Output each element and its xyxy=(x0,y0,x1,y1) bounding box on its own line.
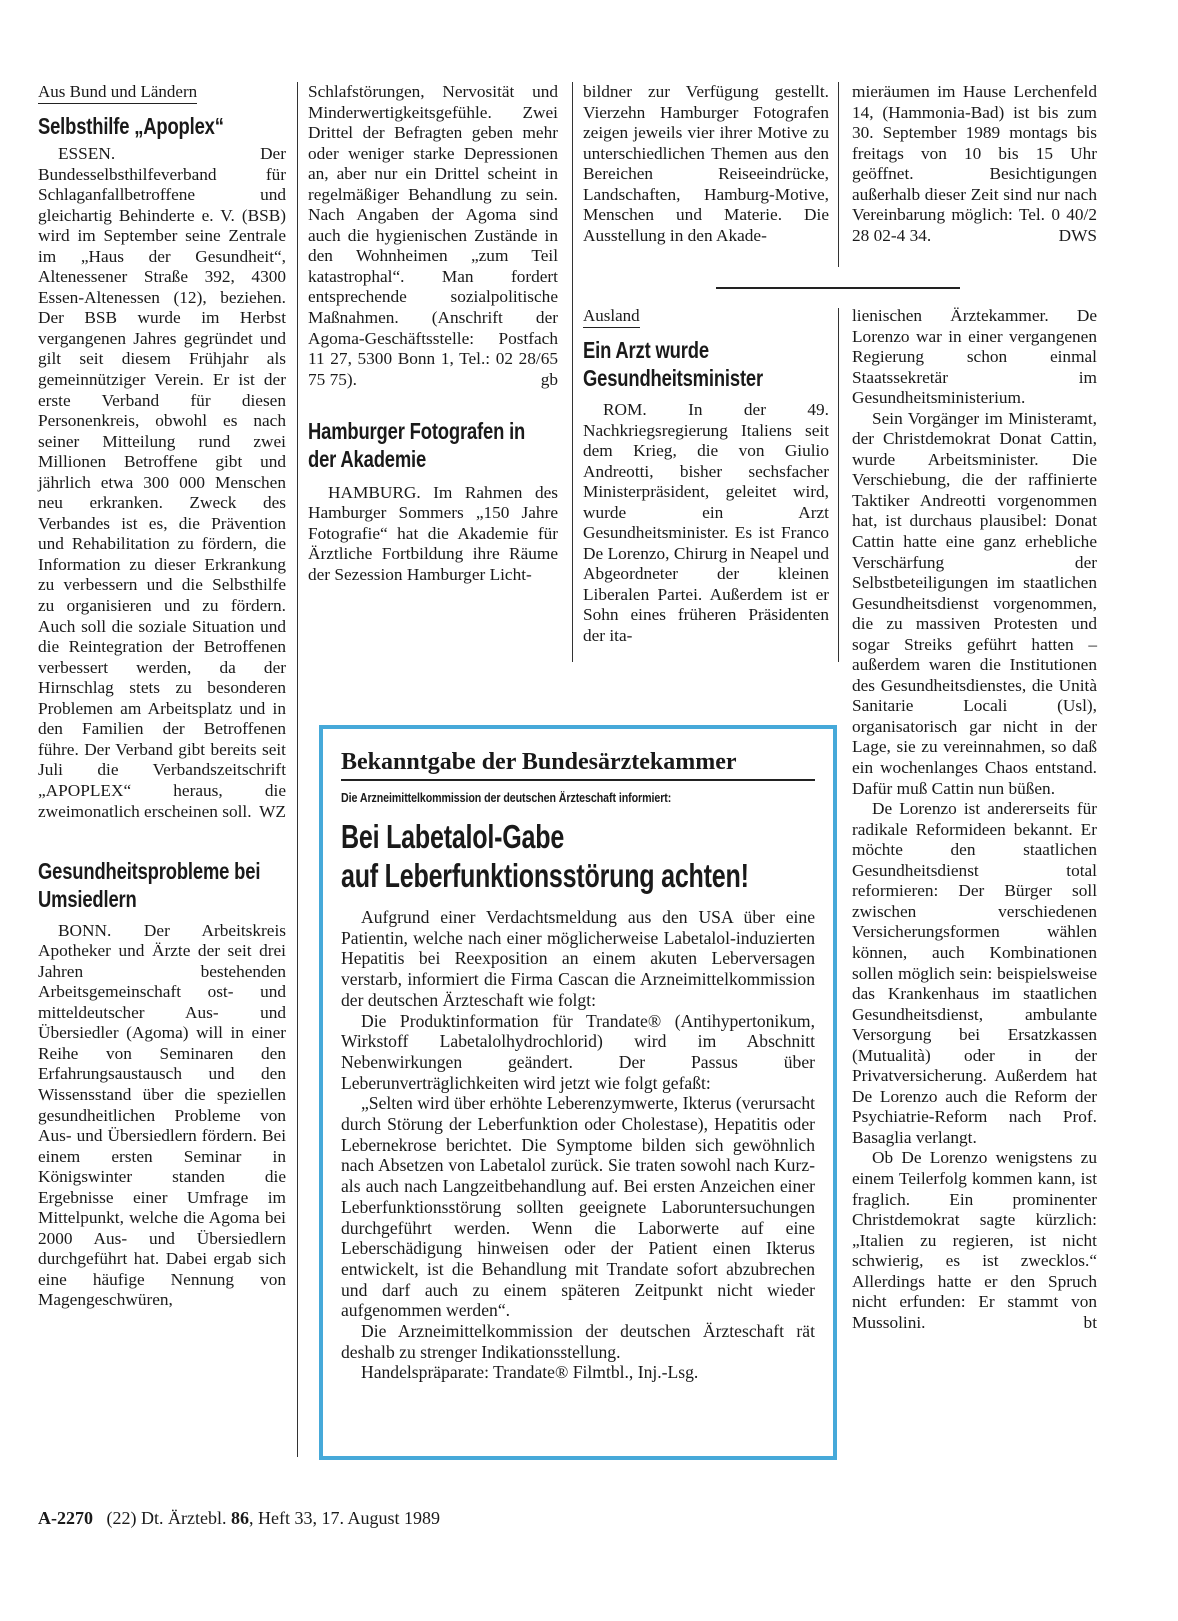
announcement-paragraph-2: Die Produktinformation für Trandate® (Antihypertonikum, Wirkstoff Labetalolhydrochlorid) wird im Abschnitt Nebenwirkungen geändert. Der Passus über Leberunverträglichkeiten wird jetzt wie folgt gefaßt: xyxy=(341,1010,815,1093)
signature-dws: DWS xyxy=(1058,226,1097,246)
announcement-headline xyxy=(341,817,817,895)
article-selbsthilfe-body: ESSEN. Der Bundesselbsthilfeverband für Schlaganfallbetroffene und gleichartig Behinderte e. V. (BSB) wird im September seine Zentrale im „Haus der Gesundheit“, Altenessener Straße 392, 4300 Essen-Altenessen (12), beziehen. Der BSB wurde im Herbst vergangenen Jahres gegründet und gilt seit diesem Frühjahr als gemeinnütziger Verein. Er ist der erste Verband für diesen Personenkreis, obwohl es nach seiner Mitteilung rund zwei Millionen Betroffene gibt und jährlich etwa 300 000 Menschen neu erkranken. Zweck des Verbandes ist es, die Prävention und Rehabilitation zu fördern, die Information zu dieser Erkrankung zu verbessern und die Selbsthilfe zu organisieren und zu fördern. Auch soll die soziale Situation und die Reintegration der Betroffenen verbessert werden, da der Hirnschlag stets zu besonderen Problemen am Arbeitsplatz und in den Familien der Betroffenen führe. Der Verband gibt bereits seit Juli die Verbandszeitschrift „APOPLEX“ heraus, die zweimonatlich erscheinen soll. xyxy=(38,144,286,821)
column-divider-1 xyxy=(297,82,298,1457)
page-number: A-2270 xyxy=(38,1508,93,1528)
column-4-ausland xyxy=(852,306,1097,1334)
announcement-title: Bekanntgabe der Bundesärztekammer xyxy=(341,747,815,781)
headline-umsiedler-text: Gesundheitsprobleme bei Umsiedlern xyxy=(38,857,261,912)
announcement-paragraph-5: Handelspräparate: Trandate® Filmtbl., Inj.-Lsg. xyxy=(361,1362,699,1383)
section-separator xyxy=(716,287,960,289)
headline-umsiedler xyxy=(38,857,286,913)
footer-volume: 86 xyxy=(230,1508,249,1528)
column-2 xyxy=(308,82,558,585)
article-arzt-minister-p3: De Lorenzo ist andererseits für radikale Reformideen bekannt. Er möchte den staatlichen Gesundheitsdienst total reformieren: Der Bürger soll zwischen verschiedenen Versicherungsformen wählen können, auch Kombinationen sollen möglich sein: beispielsweise das Krankenhaus im staatlichen Gesundheitsdienst, ambulante Versorgung bei Ersatzkassen (Mutualità) oder in der Privatversicherung. Außerdem hat De Lorenzo auch die Reform der Psychiatrie-Reform nach Prof. Basaglia verlangt. xyxy=(852,799,1097,1147)
column-3 xyxy=(583,82,829,246)
footer-issue-prefix: (22) Dt. Ärztebl. xyxy=(106,1508,227,1528)
column-3-ausland xyxy=(583,306,829,647)
column-divider-3b xyxy=(838,308,839,662)
article-arzt-minister-p4: Ob De Lorenzo wenigstens zu einem Teilerfolg kommen kann, ist fraglich. Ein prominenter Christdemokrat sagte kürzlich: „Italien zu regieren, ist nicht schwierig, es ist zwecklos.“ Allerdings hatte er den Spruch nicht erfunden: Er stammt von Mussolini. xyxy=(852,1148,1097,1332)
announcement-box xyxy=(319,725,837,1460)
article-fotografen-body: HAMBURG. Im Rahmen des Hamburger Sommers „150 Jahre Fotografie“ hat die Akademie für Ärztliche Fortbildung ihre Räume der Sezession Hamburger Licht- xyxy=(308,482,558,584)
page-footer xyxy=(38,1507,440,1529)
announcement-text xyxy=(341,907,815,1383)
announcement-paragraph-3: „Selten wird über erhöhte Leberenzymwerte, Ikterus (verursacht durch Störung der Leberfunktion oder Cholestase), Hepatitis oder Lebernekrose berichtet. Die Symptome bilden sich gewöhnlich nach Absetzen von Labetalol zurück. Sie traten sowohl nach Kurz- als auch nach Langzeitbehandlung auf. Bei ersten Anzeichen einer Leberfunktionsstörung sollten geeignete Laboruntersuchungen durchgeführt werden. Wenn die Laborwerte auf eine Leberschädigung hinweisen oder der Patient einen Ikterus entwickelt, ist die Behandlung mit Trandate sofort abzubrechen und darf auch zu einem späteren Zeitpunkt nicht wieder aufgenommen werden“. xyxy=(341,1093,815,1321)
section-rubric-foreign: Ausland xyxy=(583,306,640,328)
announcement-headline-line-1: Bei Labetalol-Gabe xyxy=(341,818,565,855)
article-fotografen-end: mieräumen im Hause Lerchenfeld 14, (Hammonia-Bad) ist bis zum 30. September 1989 montags bis freitags von 10 bis 15 Uhr geöffnet. Besichtigungen außerhalb dieser Zeit sind nur nach Vereinbarung möglich: Tel. 0 40/2 28 02-4 34. xyxy=(852,82,1097,245)
announcement-headline-line-2: auf Leberfunktionsstörung achten! xyxy=(341,857,749,894)
article-arzt-minister-body: ROM. In der 49. Nachkriegsregierung Italiens seit dem Krieg, die von Giulio Andreotti, bisher sechsfacher Ministerpräsident, geleitet wird, wurde ein Arzt Gesundheitsminister. Es ist Franco De Lorenzo, Chirurg in Neapel und Abgeordneter der kleinen Liberalen Partei. Außerdem ist er Sohn eines früheren Präsidenten der ita- xyxy=(583,400,829,646)
section-rubric-domestic: Aus Bund und Ländern xyxy=(38,82,197,104)
article-umsiedler-body: BONN. Der Arbeitskreis Apotheker und Ärzte der seit drei Jahren bestehenden Arbeitsgemeinschaft ost- und mitteldeutscher Aus- und Übersiedler (Agoma) will in einer Reihe von Seminaren den Erfahrungsaustausch und den Wissensstand über die speziellen gesundheitlichen Probleme von Aus- und Übersiedlern fördern. Bei einem ersten Seminar in Königswinter standen die Ergebnisse einer Umfrage im Mittelpunkt, welche die Agoma bei 2000 Aus- und Übersiedlern durchgeführt hat. Dabei ergab sich eine häufige Nennung von Magengeschwüren, xyxy=(38,920,286,1310)
announcement-paragraph-4: Die Arzneimittelkommission der deutschen Ärzteschaft rät deshalb zu strenger Indikationsstellung. xyxy=(341,1321,815,1362)
announcement-paragraph-1: Aufgrund einer Verdachtsmeldung aus den USA über eine Patientin, welche nach einer möglicherweise Labetalol-induzierten Hepatitis bei Reexposition an einem akuten Leberversagen verstarb, informiert die Firma Cascan die Arzneimittelkommission der deutschen Ärzteschaft wie folgt: xyxy=(341,907,815,1010)
column-4 xyxy=(852,82,1097,247)
column-divider-3 xyxy=(838,82,839,267)
headline-fotografen: Hamburger Fotografen in der Akademie xyxy=(308,417,526,472)
headline-selbsthilfe: Selbsthilfe „Apoplex“ xyxy=(38,113,224,139)
signature-wz: WZ xyxy=(259,802,286,822)
column-divider-2 xyxy=(572,82,573,662)
column-1 xyxy=(38,82,286,1311)
signature-bt: bt xyxy=(1083,1313,1097,1333)
article-fotografen-continued: bildner zur Verfügung gestellt. Vierzehn Hamburger Fotografen zeigen jeweils vier ihrer Motive zu unterschiedlichen Themen aus den Bereichen Reiseeindrücke, Landschaften, Hamburg-Motive, Menschen und Materie. Die Ausstellung in den Akade- xyxy=(583,82,829,245)
article-arzt-minister-p1: lienischen Ärztekammer. De Lorenzo war in einer vergangenen Regierung schon einmal Staatssekretär im Gesundheitsministerium. xyxy=(852,306,1097,408)
announcement-subtitle: Die Arzneimittelkommission der deutschen Ärzteschaft informiert: xyxy=(341,790,672,805)
article-arzt-minister-p2: Sein Vorgänger im Ministeramt, der Christdemokrat Donat Cattin, wurde Arbeitsminister. Die Verschiebung, die der raffinierte Taktiker Andreotti vorgenommen hat, ist durchaus plausibel: Donat Cattin hatte eine ganz erhebliche Verschärfung der Selbstbeteiligungen im staatlichen Gesundheitsdienst vorgenommen, die zu massiven Protesten und sogar Streiks geführt hatten – außerdem waren die Institutionen des Gesundheitsdienstes, die Unità Sanitarie Locali (Usl), organisatorisch gar nicht in der Lage, sie zu vereinnahmen, so daß ein wochenlanges Chaos entstand. Dafür muß Cattin nun büßen. xyxy=(852,408,1097,798)
headline-arzt-minister: Ein Arzt wurde Gesundheitsminister xyxy=(583,337,763,391)
signature-gb: gb xyxy=(540,370,558,390)
article-umsiedler-continued: Schlafstörungen, Nervosität und Minderwertigkeitsgefühle. Zwei Drittel der Befragten geben mehr oder weniger starke Depressionen an, aber nur ein Drittel scheint in regelmäßiger Behandlung zu sein. Nach Angaben der Agoma sind auch die hygienischen Zustände in den Wohnheimen „zum Teil katastrophal“. Man fordert entsprechende sozialpolitische Maßnahmen. (Anschrift der Agoma-Geschäftsstelle: Postfach 11 27, 5300 Bonn 1, Tel.: 02 28/65 75 75). xyxy=(308,82,558,389)
footer-issue-suffix: , Heft 33, 17. August 1989 xyxy=(248,1508,440,1528)
announcement-content xyxy=(341,747,815,1383)
